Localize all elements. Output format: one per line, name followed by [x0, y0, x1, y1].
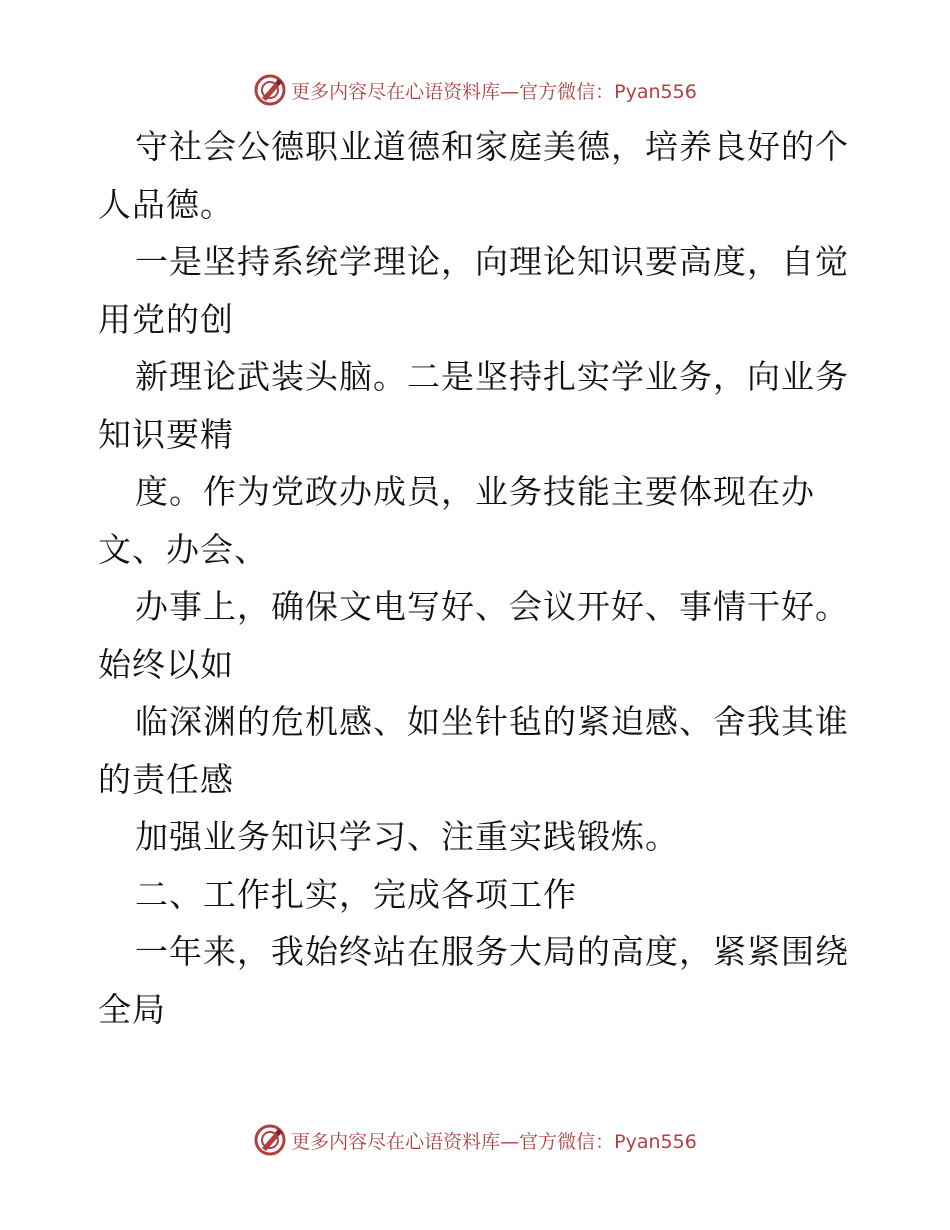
text-line: 知识要精 [98, 414, 234, 454]
banner-text: 更多内容尽在心语资料库—官方微信：Pyan556 [291, 1130, 697, 1153]
text-line: 的责任感 [98, 759, 234, 799]
text-line: 加强业务知识学习、注重实践锻炼。 [135, 817, 679, 856]
text-line: 一年来，我始终站在服务大局的高度，紧紧围绕 [135, 932, 849, 971]
text-line: 用党的创 [98, 299, 234, 339]
text-line: 新理论武装头脑。二是坚持扎实学业务，向业务 [135, 357, 849, 396]
text-line: 临深渊的危机感、如坐针毡的紧迫感、舍我其谁 [135, 702, 849, 741]
text-line: 一是坚持系统学理论，向理论知识要高度，自觉 [135, 242, 849, 281]
text-line: 办事上，确保文电写好、会议开好、事情干好。 [135, 587, 849, 626]
text-line: 度。作为党政办成员，业务技能主要体现在办 [135, 472, 815, 511]
text-line: 始终以如 [98, 644, 234, 684]
text-line: 守社会公德职业道德和家庭美德，培养良好的个 [135, 127, 849, 166]
text-line: 人品德。 [98, 184, 234, 224]
footer-banner [0, 1120, 950, 1160]
text-line: 全局 [98, 989, 166, 1029]
text-line: 二、工作扎实，完成各项工作 [135, 874, 577, 914]
banner-text: 更多内容尽在心语资料库—官方微信：Pyan556 [291, 80, 697, 103]
text-line: 文、办会、 [98, 529, 268, 569]
pen-logo-icon [253, 1123, 287, 1157]
document-body [98, 118, 858, 1038]
pen-logo-icon [253, 73, 287, 107]
header-banner [0, 70, 950, 110]
